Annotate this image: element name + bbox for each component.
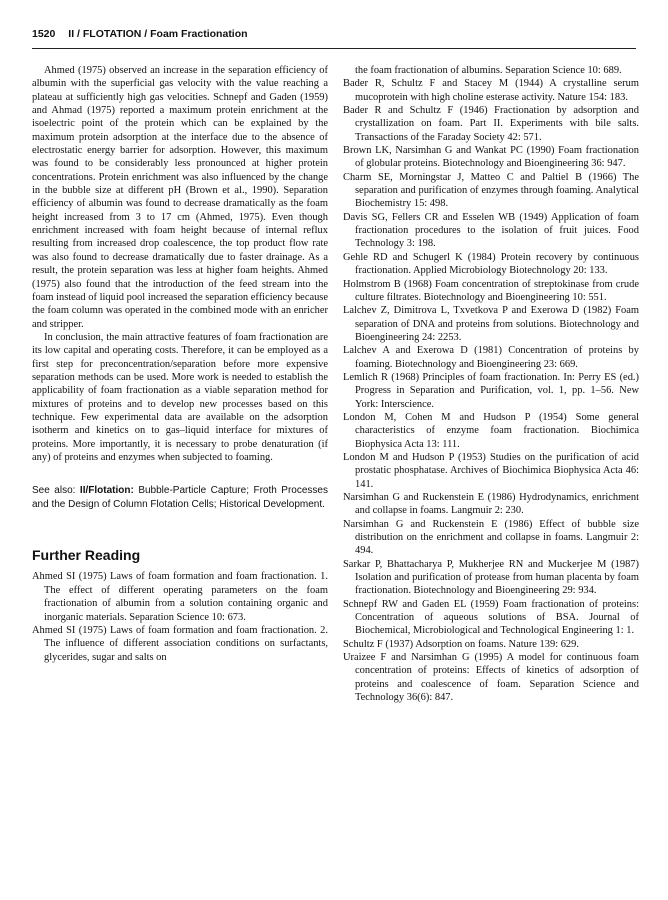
section-title: II / FLOTATION / Foam Fractionation [68,28,248,40]
see-also [32,484,328,511]
page-number: 1520 [32,28,56,40]
reference-item: Charm SE, Morningstar J, Matteo C and Paltiel B (1966) The separation and purification of enzymes through foaming. Analytical Biochemistry 15: 498. [343,171,639,210]
see-also-ref: II/Flotation: [79,485,134,497]
reference-item: the foam fractionation of albumins. Separation Science 10: 689. [355,65,622,76]
see-also-label: See also: [32,485,76,497]
reference-item: Narsimhan G and Ruckenstein E (1986) Hydrodynamics, enrichment and collapse in foams. Langmuir 2: 230. [343,492,639,517]
reference-item: Holmstrom B (1968) Foam concentration of streptokinase from crude culture filtrates. Biotechnology and Bioengineering 10: 551. [343,278,639,303]
reference-item: Ahmed SI (1975) Laws of foam formation and foam fractionation. 2. The influence of different association conditions on surfactants, glycerides, sugar and salts on [32,624,328,663]
reference-item: Schnepf RW and Gaden EL (1959) Foam fractionation of proteins: Concentration of aqueous solutions of BSA. Journal of Biochemical, Microbiological and Technological Engineering 1: 1. [343,598,639,637]
reference-item: Bader R, Schultz F and Stacey M (1944) A crystalline serum mucoprotein with high choline esterase activity. Nature 154: 183. [343,78,639,103]
reference-item: Davis SG, Fellers CR and Esselen WB (1949) Application of foam fractionation procedures to the isolation of fruit juices. Food Technology 3: 198. [343,211,639,250]
reference-item: London M and Hudson P (1953) Studies on the purification of acid prostatic phosphatase. Archives of Biochimica Biophysica Acta 46: 141. [343,451,639,490]
running-header [32,28,636,49]
reference-item: Uraizee F and Narsimhan G (1995) A model for continuous foam concentration of proteins: Effects of kinetics of adsorption of proteins and coalescence of foam. Separation Science and Technology 36(6): 847. [343,652,639,704]
body-paragraph: In conclusion, the main attractive features of foam fractionation are its low capital and operating costs. Therefore, it can be employed as a first step for preconcentration/separation before more expensive separation methods can be used. More work is needed to establish the applicability of foam fractionation as a viable separation method for mixtures of proteins and to develop new processes based on this technique. Few experimental data are available on the adsorption isotherm and kinetics on to gas–liquid interface for mixtures of proteins. More importantly, it is necessary to probe denaturation (if any) of proteins and enzymes when subjected to foaming. [32,331,328,463]
body-paragraph: Ahmed (1975) observed an increase in the separation efficiency of albumin with the superficial gas velocity with the value reaching a plateau at sufficiently high gas velocities. Schnepf and Gaden (1959) and Ahmad (1975) reported a maximum protein enrichment at the isoelectric point of the protein which can be explained by the maximum protein adsorption at the interface due to the absence of electrostatic energy barrier for adsorption. However, this maximum was found to be considerably less pronounced at higher protein concentrations. Protein enrichment was also influenced by the change in the bubble size at different pH (Brown et al., 1990). Separation efficiency of albumin was found to decrease dramatically as the foam height increased from 3 to 17 cm (Ahmed, 1975). Even though enrichment increased with foam height because of internal reflux resulting from increased drop coalescence, the top product flow rate was also found to decrease dramatically due to faster drainage. As a result, the protein separation was less at higher foam heights. Ahmed (1975) also found that the introduction of the feed stream into the foam instead of liquid pool increased the separation efficiency because the foam column was operated in the combined mode with an enricher and stripper. [32,65,328,330]
reference-item: London M, Cohen M and Hudson P (1954) Some general characteristics of enzyme foam fractionation. Biochimica Biophysica Acta 13: 111. [343,411,639,450]
reference-item: Schultz F (1937) Adsorption on foams. Nature 139: 629. [343,638,579,650]
reference-item: Ahmed SI (1975) Laws of foam formation and foam fractionation. 1. The effect of different operating parameters on the foam fractionation of albumin from a solution containing organic and inorganic materials. Separation Science 10: 673. [32,571,328,623]
reference-item: Lalchev Z, Dimitrova L, Txvetkova P and Exerowa D (1982) Foam separation of DNA and proteins from solutions. Biotechnology and Bioengineering 24: 2253. [343,305,639,343]
reference-item: Brown LK, Narsimhan G and Wankat PC (1990) Foam fractionation of globular proteins. Biotechnology and Bioengineering 36: 947. [343,145,639,170]
left-column [32,64,328,664]
reference-item: Sarkar P, Bhattacharya P, Mukherjee RN and Muckerjee M (1987) Isolation and purification of protease from human placenta by foam fractionation. Biotechnology and Bioengineering 29: 934. [343,558,639,597]
further-reading-heading: Further Reading [32,547,141,564]
reference-item: Gehle RD and Schugerl K (1984) Protein recovery by continuous fractionation. Applied Microbiology Biotechnology 20: 133. [343,251,639,277]
reference-item: Bader R and Schultz F (1946) Fractionation by adsorption and crystallization on foam. Part II. Experiments with bile salts. Transactions of the Faraday Society 42: 571. [343,105,639,143]
see-also-text: Bubble-Particle Capture; Froth Processes and the Design of Column Flotation Cells; Historical Development. [32,485,328,510]
reference-item: Lalchev A and Exerowa D (1981) Concentration of proteins by foaming. Biotechnology and Bioengineering 23: 669. [343,345,639,370]
reference-item: Lemlich R (1968) Principles of foam fractionation. In: Perry ES (ed.) Progress in Separation and Purification, vol. 1, pp. 1–56. New York: Interscience. [343,371,639,410]
right-column [343,64,639,705]
reference-item: Narsimhan G and Ruckenstein E (1986) Effect of bubble size distribution on the enrichment and collapse in foams. Langmuir 2: 494. [343,518,639,557]
